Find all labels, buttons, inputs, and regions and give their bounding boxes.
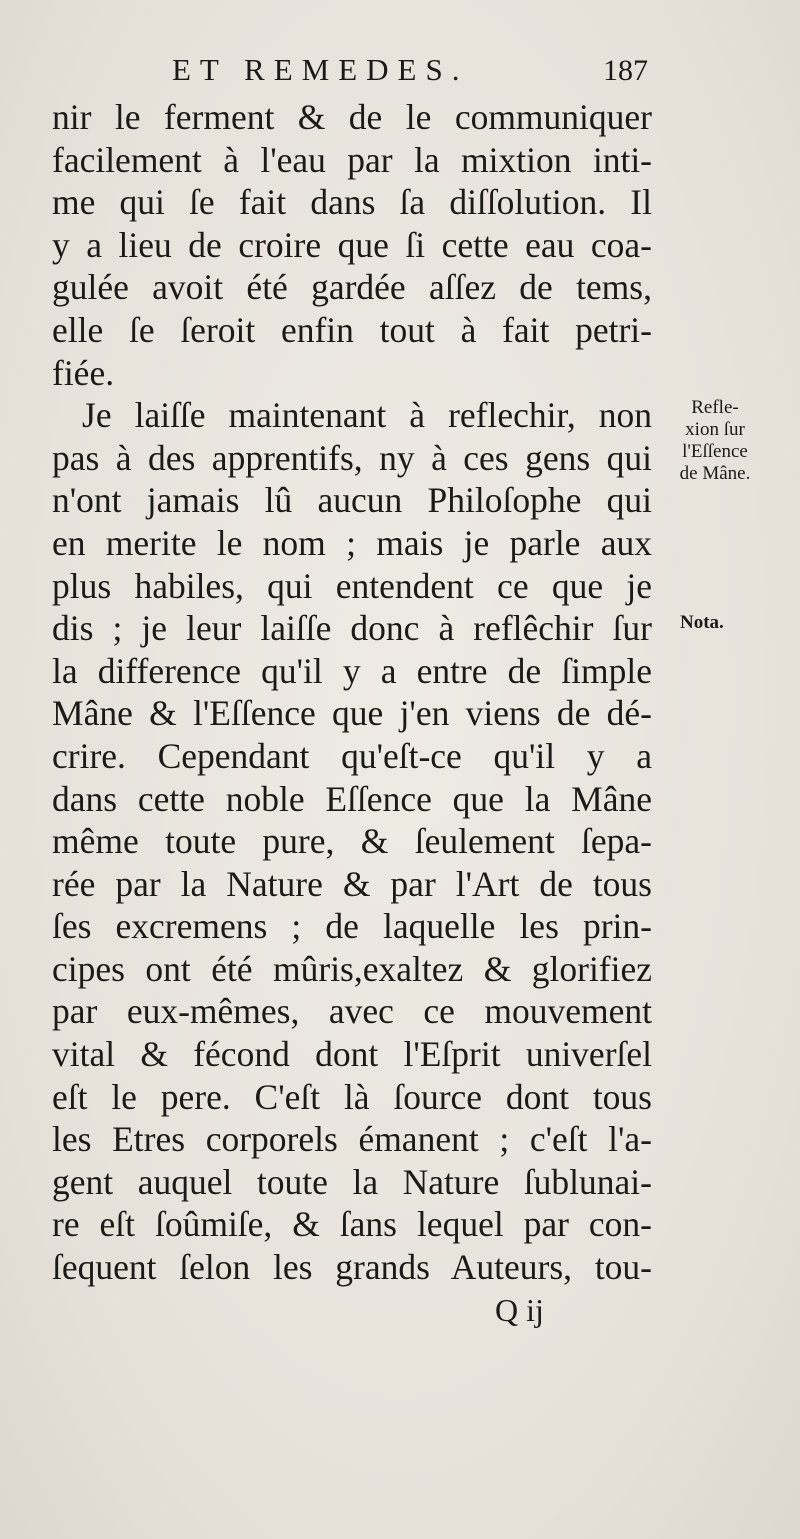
text-line: y a lieu de croire que ſi cette eau coa-: [52, 224, 652, 265]
text-line: en merite le nom ; mais je parle aux: [52, 522, 652, 563]
text-line: la difference qu'il y a entre de ſimple: [52, 650, 652, 691]
text-line: même toute pure, & ſeulement ſepa-: [52, 821, 652, 862]
text-line: rée par la Nature & par l'Art de tous: [52, 863, 652, 904]
text-line: gulée avoit été gardée aſſez de tems,: [52, 267, 652, 308]
running-head-title: ET REMEDES.: [172, 52, 469, 87]
text-line: fiée.: [52, 352, 115, 393]
margin-note-line: Refle-: [691, 397, 739, 418]
text-line: dans cette noble Eſſence que la Mâne: [52, 778, 652, 819]
text-line: Mâne & l'Eſſence que j'en viens de dé-: [52, 693, 652, 734]
text-line: me qui ſe fait dans ſa diſſolution. Il: [52, 182, 652, 223]
text-line: elle ſe ſeroit enfin tout à fait petri-: [52, 309, 652, 350]
margin-note-line: xion ſur: [685, 419, 745, 440]
text-line: eſt le pere. C'eſt là ſource dont tous: [52, 1076, 652, 1117]
text-line: cipes ont été mûris,exaltez & glorifiez: [52, 948, 652, 989]
text-line: pas à des apprentifs, ny à ces gens qui: [52, 437, 652, 478]
text-line: dis ; je leur laiſſe donc à reflêchir ſur: [52, 608, 652, 649]
running-head: [52, 52, 648, 92]
text-line: les Etres corporels émanent ; c'eſt l'a-: [52, 1119, 652, 1160]
page-number: 187: [603, 54, 648, 87]
text-line: gent auquel toute la Nature ſublunai-: [52, 1161, 652, 1202]
margin-note-line: de Mâne.: [679, 463, 751, 484]
margin-nota: Nota.: [680, 612, 724, 633]
body-text: [52, 96, 652, 1289]
text-line: par eux-mêmes, avec ce mouvement: [52, 991, 652, 1032]
text-line: ſequent ſelon les grands Auteurs, tou-: [52, 1247, 652, 1288]
text-line: facilement à l'eau par la mixtion inti-: [52, 139, 652, 180]
text-line: n'ont jamais lû aucun Philoſophe qui: [52, 480, 652, 521]
text-line: vital & fécond dont l'Eſprit univerſel: [52, 1034, 652, 1075]
text-line: ſes excremens ; de laquelle les prin-: [52, 906, 652, 947]
text-line: plus habiles, qui entendent ce que je: [52, 565, 652, 606]
margin-note: [655, 397, 775, 485]
text-line: re eſt ſoûmiſe, & ſans lequel par con-: [52, 1204, 652, 1245]
text-line: Je laiſſe maintenant à reflechir, non: [82, 395, 652, 436]
text-line: nir le ferment & de le communiquer: [52, 97, 652, 137]
signature-mark: Q ij: [495, 1292, 544, 1328]
margin-note-line: l'Eſſence: [682, 441, 748, 462]
text-line: crire. Cependant qu'eſt-ce qu'il y a: [52, 735, 652, 776]
